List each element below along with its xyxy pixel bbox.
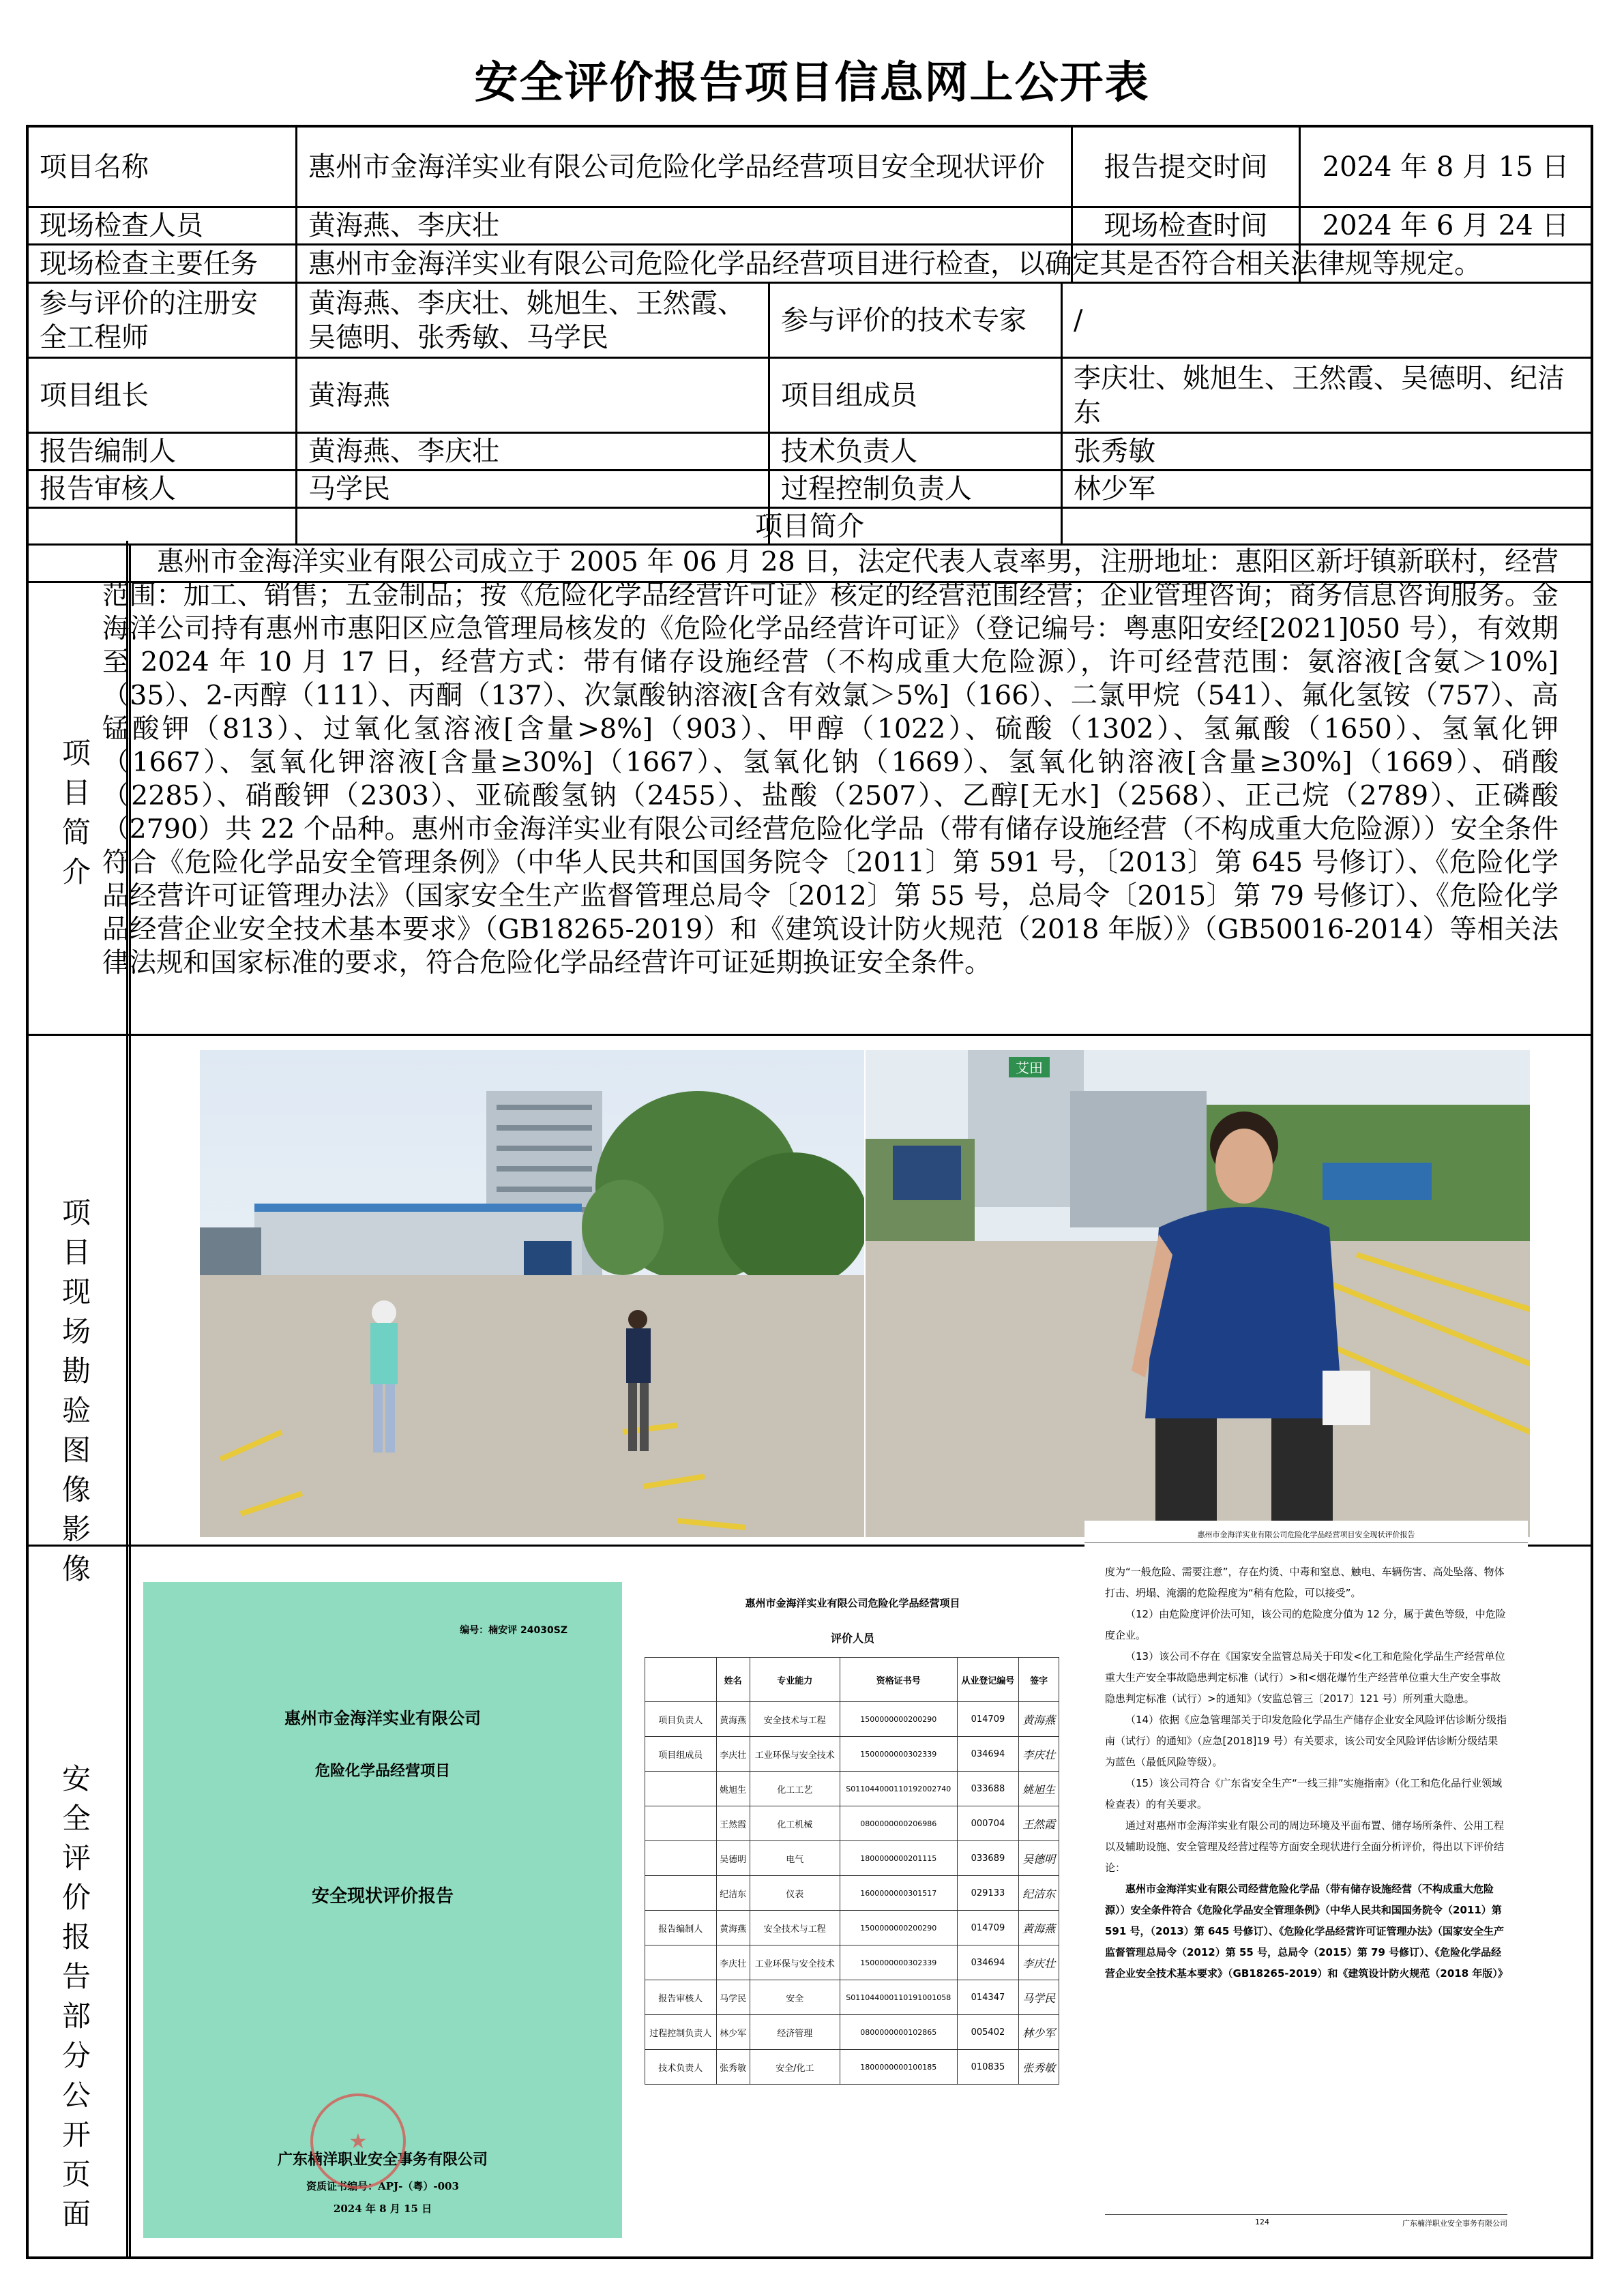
company-seal [307,2090,409,2192]
signature: 纪洁东 [1019,1876,1059,1911]
personnel-row [645,1737,1059,1772]
signature: 黄海燕 [1019,1702,1059,1737]
personnel-cell: 项目组成员 [645,1737,717,1772]
personnel-cell: 林少军 [716,2015,750,2050]
personnel-cell: 报告审核人 [645,1980,717,2015]
footer-org: 广东楠洋职业安全事务有限公司 [1402,2219,1507,2228]
signature: 李庆壮 [1019,1737,1059,1772]
personnel-cell: 1600000000301517 [840,1876,957,1911]
process-lead-label: 过程控制负责人 [781,473,972,505]
tech-lead-value: 张秀敏 [1074,436,1155,467]
personnel-cell: 029133 [957,1876,1019,1911]
personnel-col-3: 资格证书号 [840,1658,957,1702]
personnel-cell: 技术负责人 [645,2050,717,2085]
personnel-cell: 1800000000100185 [840,2050,957,2085]
signature: 王然霞 [1019,1806,1059,1841]
personnel-row [645,1911,1059,1945]
experts-value: / [1074,304,1083,336]
signature: 姚旭生 [1019,1772,1059,1806]
signature: 林少军 [1019,2015,1059,2050]
personnel-row [645,1702,1059,1737]
signature: 马学民 [1019,1980,1059,2015]
personnel-cell: 纪洁东 [716,1876,750,1911]
personnel-cell: 安全技术与工程 [750,1702,840,1737]
personnel-row [645,2015,1059,2050]
personnel-cell: 王然霞 [716,1806,750,1841]
process-lead-value: 林少军 [1074,473,1155,505]
cover-date: 2024 年 8 月 15 日 [333,2203,432,2215]
personnel-table [645,1657,1059,2085]
personnel-cell: 010835 [957,2050,1019,2085]
inspectors-label: 现场检查人员 [40,210,203,241]
personnel-cell: 黄海燕 [716,1911,750,1945]
personnel-cell: 014709 [957,1911,1019,1945]
conclusion-paragraph: 通过对惠州市金海洋实业有限公司的周边环境及平面布置、储存场所条件、公用工程以及辅助设施、安全管理及经营过程等方面安全现状进行全面分析评价，得出以下评价结论： [1105,1819,1505,1874]
personnel-col-5: 签字 [1019,1658,1059,1702]
conclusion-paragraph: 惠州市金海洋实业有限公司经营危险化学品（带有储存设施经营（不构成重大危险源））安全条件符合《危险化学品安全管理条例》（中华人民共和国国务院令（2011）第 591 号，（2013）第 645 号修订）、《危险化学品经营许可证管理办法》（国家安全生产监督管理总局令（2012）第 55 号，总局令（2015）第 79 号修订）、《危险化学品经营企业安全技术基本要求》（GB18265-2019）和《建筑设计防火规范（2018 年版）》 [1105,1883,1508,1980]
personnel-col-1: 姓名 [716,1658,750,1702]
personnel-cell: 安全 [750,1980,840,2015]
personnel-cell: 0800000000102865 [840,2015,957,2050]
personnel-cell: 张秀敏 [716,2050,750,2085]
conclusion-paragraph: （13）该公司不存在《国家安全监管总局关于印发<化工和危险化学品生产经营单位重大生产安全事故隐患判定标准（试行）>和<烟花爆竹生产经营单位重大生产安全事故隐患判定标准（试行）>的通知》（安监总管三〔2017〕121 号）所列重大隐患。 [1105,1650,1505,1705]
site-photos-label: 项 目 现 场 勘 验 图 像 影 像 [61,1196,91,1585]
personnel-row [645,1876,1059,1911]
personnel-row [645,1841,1059,1876]
personnel-cell: 1500000000302339 [840,1737,957,1772]
personnel-cell: 姚旭生 [716,1772,750,1806]
personnel-cell: 033688 [957,1772,1019,1806]
report-personnel-page [638,1582,1067,2238]
intro-text: 惠州市金海洋实业有限公司成立于 2005 年 06 月 28 日，法定代表人袁率男，注册地址：惠阳区新圩镇新联村，经营范围：加工、销售；五金制品；按《危险化学品经营许可证》核定的经营范围经营；企业管理咨询；商务信息咨询服务。金海洋公司持有惠州市惠阳区应急管理局核发的《危险化学品经营许可证》（登记编号：粤惠阳安经[2021]050 号），有效期至 2024 年 10 月 17 日，经营方式：带有储存设施经营（不构成重大危险源），许可经营范围：氨溶液[含氨＞10%]（35）、2-丙醇（111）、丙酮（137）、次氯酸钠溶液[含有效氯＞5%]（166）、二氯甲烷（541）、氟化氢铵（757）、高锰酸钾（813）、过氧化氢溶液[含量>8%]（903）、甲醇（1022）、硫酸（1302）、氢氟酸（1650）、氢氧化钾（1667）、氢氧化钾溶液[含量≥30%]（1667）、氢氧化钠（1669）、氢氧化钠溶液[含量≥30%]（1669）、硝酸（2285）、硝酸钾（2303）、亚硫酸氢钠（2455）、盐酸（2507）、乙醇[无水]（2568）、正己烷（2789）、正磷酸（2790）共 22 个品种。惠州市金海洋实业有限公司经营危险化学品（带有储存设施经营（不构成重大危险源））安全条件符合《危险化学品安全管理条例》（中华人民共和国国务院令〔2011〕第 591 号，〔2013〕第 645 号修订）、《危险化学品经营许可证管理办法》（国家安全生产监督管理总局令〔2012〕第 55 号，总局令〔2015〕第 79 号修订）、《危险化学品经营企业安全技术基本要求》（GB18265-2019）和《建筑设计防火规范（2018 年版）》（GB50016-2014）等相关法律法规和国家标准的要求，符合危险化学品经营许可证延期换证安全条件。 [102,546,1559,979]
personnel-cell [645,1945,717,1980]
project-name-value: 惠州市金海洋实业有限公司危险化学品经营项目安全现状评价 [308,151,1045,183]
conclusion-paragraph: （14）依据《应急管理部关于印发危险化学品生产储存企业安全风险评估诊断分级指南（试行）的通知》（应急[2018]19 号）有关要求，该公司安全风险评估诊断分级结果为蓝色（最低风险等级）。 [1105,1714,1507,1768]
page-title: 安全评价报告项目信息网上公开表 [474,58,1150,108]
personnel-cell: 李庆壮 [716,1945,750,1980]
personnel-cell: 014709 [957,1702,1019,1737]
members-label: 项目组成员 [781,379,917,411]
personnel-row [645,1945,1059,1980]
personnel-cell: 1500000000302339 [840,1945,957,1980]
personnel-cell: 安全技术与工程 [750,1911,840,1945]
site-photo-1 [200,1050,864,1537]
signature: 黄海燕 [1019,1911,1059,1945]
site-photo-2 [866,1050,1530,1537]
task-value: 惠州市金海洋实业有限公司危险化学品经营项目进行检查，以确定其是否符合相关法律规等规定。 [308,248,1481,280]
intro-label: 项 目 简 介 [61,736,91,889]
personnel-row [645,2050,1059,2085]
members-value: 李庆壮、姚旭生、王然霞、吴德明、纪洁东 [1074,362,1565,428]
personnel-cell: 1800000000201115 [840,1841,957,1876]
submit-time-label: 报告提交时间 [1104,151,1268,183]
reviewer-value: 马学民 [308,473,390,505]
personnel-row [645,1806,1059,1841]
personnel-cell: 电气 [750,1841,840,1876]
leader-label: 项目组长 [40,379,149,411]
report-number: 编号：楠安评 24030SZ [460,1625,567,1636]
personnel-cell: 经济管理 [750,2015,840,2050]
personnel-cell: 014347 [957,1980,1019,2015]
personnel-cell: 1500000000200290 [840,1911,957,1945]
experts-label: 参与评价的技术专家 [781,304,1027,336]
cover-cert: 资质证书编号：APJ-（粤）-003 [306,2180,459,2192]
cover-title: 安全现状评价报告 [311,1886,454,1907]
conclusion-footer [1105,2214,1507,2228]
personnel-cell: 化工工艺 [750,1772,840,1806]
conclusion-body [1105,1562,1507,1984]
personnel-cell: 安全/化工 [750,2050,840,2085]
personnel-cell: 项目负责人 [645,1702,717,1737]
engineers-label: 参与评价的注册安全工程师 [40,287,258,353]
signature: 张秀敏 [1019,2050,1059,2085]
inspect-time-value: 2024 年 6 月 24 日 [1322,210,1569,241]
author-value: 黄海燕、李庆壮 [308,436,499,467]
personnel-cell [645,1772,717,1806]
personnel-cell: 034694 [957,1945,1019,1980]
cover-company: 惠州市金海洋实业有限公司 [284,1708,481,1728]
personnel-cell: 马学民 [716,1980,750,2015]
signature: 吴德明 [1019,1841,1059,1876]
personnel-row [645,1980,1059,2015]
personnel-cell: 工业环保与安全技术 [750,1945,840,1980]
personnel-cell [645,1841,717,1876]
submit-time-value: 2024 年 8 月 15 日 [1322,151,1569,183]
personnel-col-4: 从业登记编号 [957,1658,1019,1702]
personnel-cell: 000704 [957,1806,1019,1841]
report-conclusion-page [1084,1521,1528,2237]
personnel-cell: 工业环保与安全技术 [750,1737,840,1772]
cover-org: 广东楠洋职业安全事务有限公司 [277,2151,488,2168]
personnel-cell: 李庆壮 [716,1737,750,1772]
task-label: 现场检查主要任务 [40,248,258,280]
personnel-subheading: 评价人员 [830,1632,874,1645]
report-cover-page [143,1582,622,2238]
personnel-cell: S011044000110191001058 [840,1980,957,2015]
reviewer-label: 报告审核人 [40,473,176,505]
personnel-cell: 034694 [957,1737,1019,1772]
personnel-cell: 005402 [957,2015,1019,2050]
personnel-cell: 报告编制人 [645,1911,717,1945]
intro-header: 项目简介 [755,510,864,542]
tech-lead-label: 技术负责人 [781,436,917,467]
sign-text: 艾田 [1016,1060,1043,1076]
personnel-cell: 过程控制负责人 [645,2015,717,2050]
svg-text:★: ★ [349,2130,368,2153]
personnel-cell [645,1806,717,1841]
personnel-cell: S011044000110192002740 [840,1772,957,1806]
personnel-cell: 化工机械 [750,1806,840,1841]
personnel-col-0 [645,1658,717,1702]
conclusion-header: 惠州市金海洋实业有限公司危险化学品经营项目安全现状评价报告 [1084,1529,1528,1543]
engineers-value: 黄海燕、李庆壮、姚旭生、王然霞、吴德明、张秀敏、马学民 [308,287,745,353]
leader-value: 黄海燕 [308,379,390,411]
conclusion-paragraph: （15）该公司符合《广东省安全生产“一线三排”实施指南》（化工和危化品行业领域检查表）的有关要求。 [1105,1777,1503,1810]
personnel-cell [645,1876,717,1911]
inspectors-value: 黄海燕、李庆壮 [308,210,499,241]
page-number: 124 [1255,2218,1269,2226]
conclusion-paragraph: （12）由危险度评价法可知，该公司的危险度分值为 12 分，属于黄色等级，中危险度企业。 [1105,1608,1506,1641]
personnel-col-2: 专业能力 [750,1658,840,1702]
personnel-cell: 黄海燕 [716,1702,750,1737]
personnel-row [645,1772,1059,1806]
personnel-cell: 033689 [957,1841,1019,1876]
personnel-cell: 1500000000200290 [840,1702,957,1737]
personnel-heading: 惠州市金海洋实业有限公司危险化学品经营项目 [745,1597,960,1609]
cover-project: 危险化学品经营项目 [314,1762,450,1780]
signature: 李庆壮 [1019,1945,1059,1980]
personnel-cell: 仪表 [750,1876,840,1911]
project-name-label: 项目名称 [40,151,149,183]
report-label: 安 全 评 价 报 告 部 分 公 开 页 面 [61,1762,91,2231]
personnel-cell: 吴德明 [716,1841,750,1876]
inspect-time-label: 现场检查时间 [1104,210,1268,241]
personnel-cell: 0800000000206986 [840,1806,957,1841]
conclusion-paragraph: 度为“一般危险、需要注意”，存在灼烫、中毒和窒息、触电、车辆伤害、高处坠落、物体打击、坍塌、淹溺的危险程度为“稍有危险，可以接受”。 [1105,1566,1505,1599]
author-label: 报告编制人 [40,436,176,467]
